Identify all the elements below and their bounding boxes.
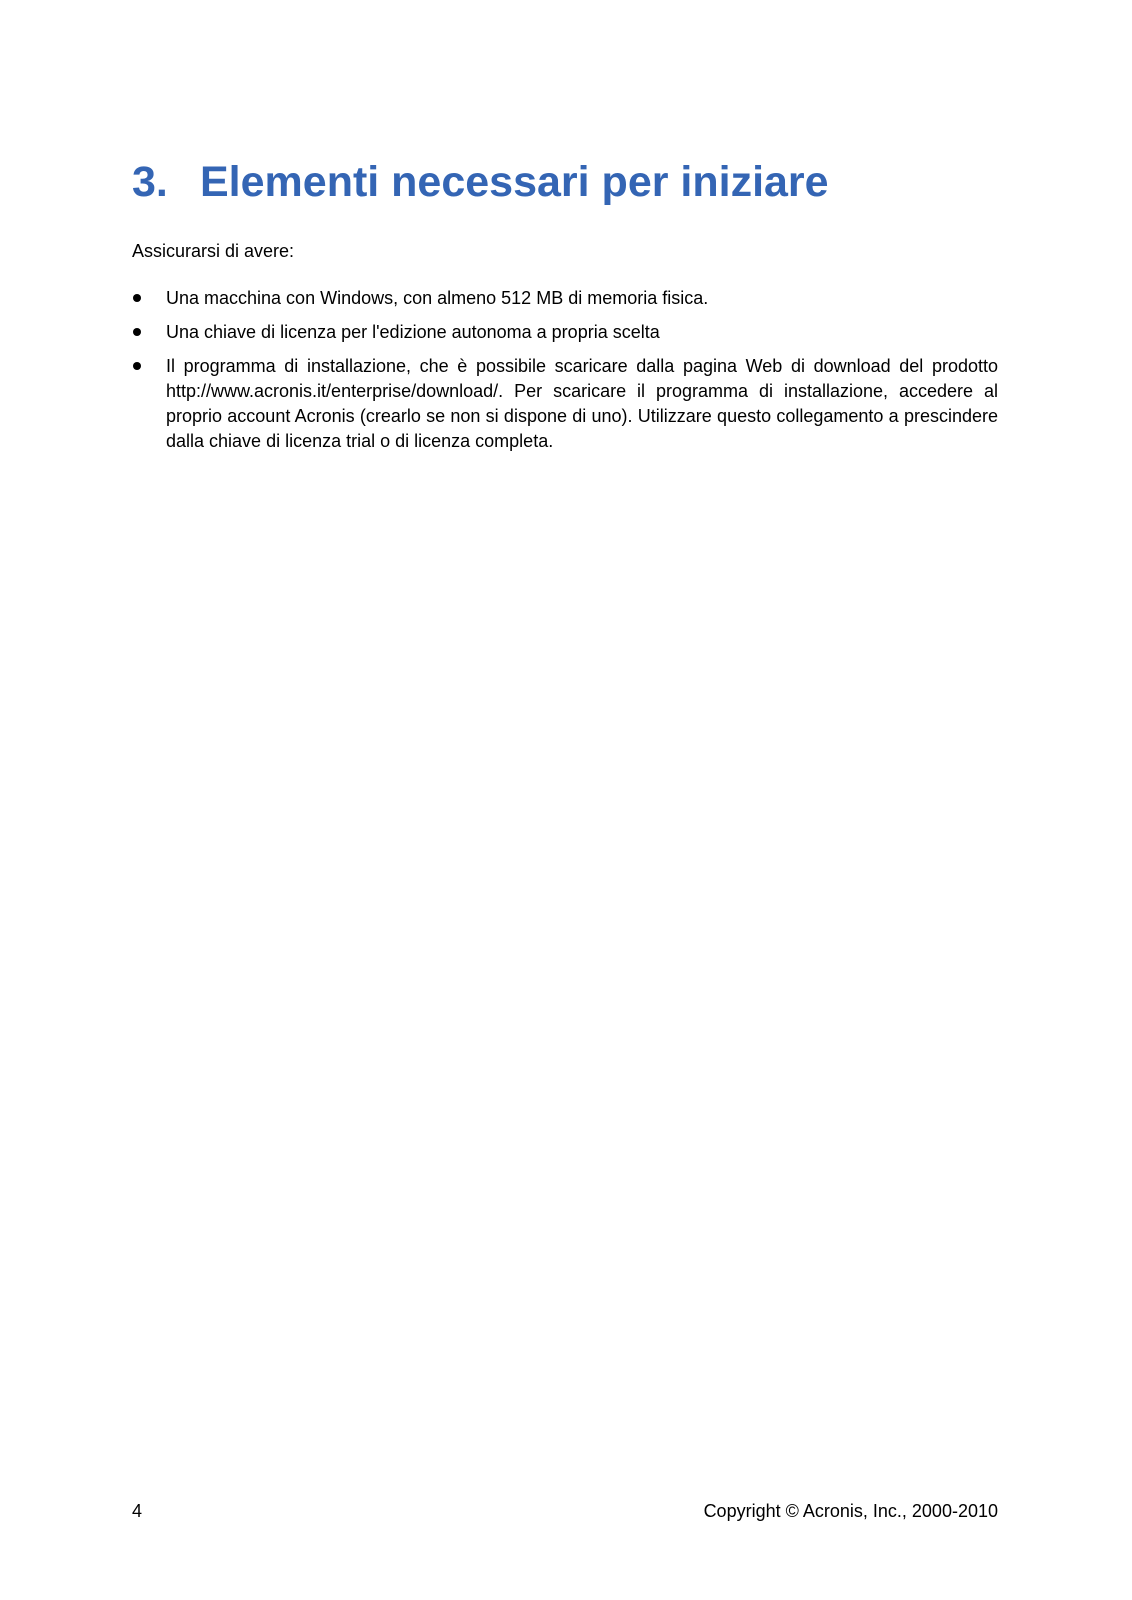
bullet-icon [133,294,141,302]
copyright-notice: Copyright © Acronis, Inc., 2000-2010 [703,1501,998,1521]
section-number: 3. [132,158,168,206]
list-item-text: Il programma di installazione, che è possibile scaricare dalla pagina Web di download del prodotto http://www.acronis.it/enterprise/download/. Per scaricare il programma di installazione, accedere al proprio account Acronis (crearlo se non si dispone di uno). Utilizzare questo collegamento a prescindere dalla chiave di licenza trial o di licenza completa. [166,356,998,451]
list-item [132,320,998,345]
list-item [132,354,998,454]
bullet-icon [133,328,141,336]
intro-paragraph: Assicurarsi di avere: [132,241,295,261]
list-item-text: Una chiave di licenza per l'edizione autonoma a propria scelta [166,322,660,342]
list-item-text: Una macchina con Windows, con almeno 512 MB di memoria fisica. [166,288,709,308]
requirements-list [132,286,998,463]
section-heading [132,156,829,208]
section-title: Elementi necessari per iniziare [200,158,829,206]
page-number: 4 [132,1501,143,1521]
list-item [132,286,998,311]
bullet-icon [133,362,141,370]
